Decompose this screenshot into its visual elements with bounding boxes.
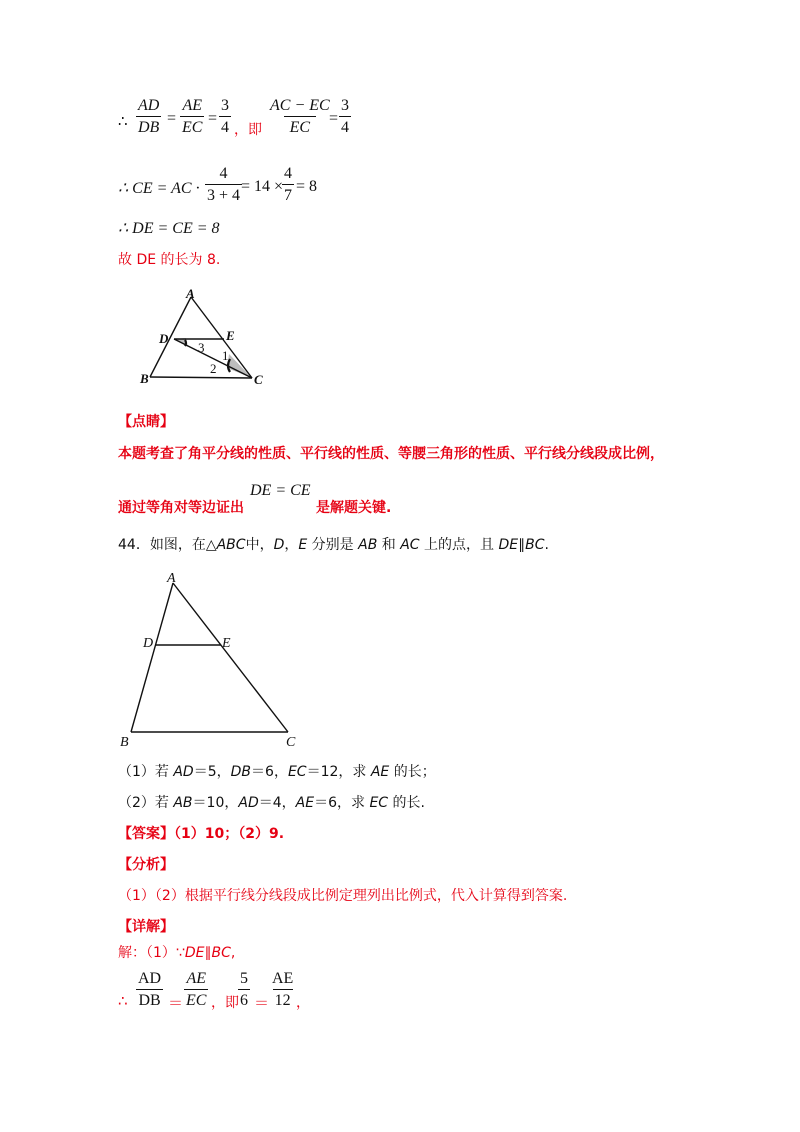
- sub-question-fragment: ＝10，: [192, 795, 239, 811]
- side-ab: [131, 583, 173, 732]
- fraction-numerator: AD: [138, 970, 162, 987]
- conclusion-text: 故 DE 的长为 8.: [118, 252, 221, 268]
- fraction-numerator: AE: [186, 970, 206, 987]
- comment-line-2-suffix: 是解题关键.: [316, 500, 392, 516]
- equation-de-ce: ∴ DE = CE = 8: [118, 220, 220, 237]
- comment-line-2-prefix: 通过等角对等边证出: [118, 500, 244, 516]
- angle-arc-d: [185, 340, 186, 346]
- label-d: D: [143, 636, 154, 651]
- sub-question-fragment: AE: [370, 764, 390, 780]
- fraction-numerator: 5: [240, 970, 248, 987]
- angle-label-2: 2: [210, 361, 217, 376]
- detail-fragment: ∥: [204, 945, 212, 961]
- fraction-denominator: 7: [282, 184, 294, 204]
- fraction-numerator: AE: [272, 970, 294, 987]
- answer-line: [118, 824, 284, 844]
- sub-question-fragment: 的长.: [388, 795, 425, 811]
- analysis-label: 【分析】: [118, 857, 174, 873]
- question-fragment: .: [544, 537, 549, 553]
- label-b: B: [140, 371, 149, 386]
- sub-question-fragment: ＝6，: [251, 764, 288, 780]
- triangle-figure-angle-bisector: [130, 280, 290, 390]
- sub-question-fragment: DB: [230, 764, 252, 780]
- fraction-denominator: 3 + 4: [205, 184, 242, 204]
- connector-text: ，即: [211, 995, 239, 1011]
- detail-label: 【详解】: [118, 919, 174, 935]
- label-b: B: [120, 735, 129, 750]
- sub-question-fragment: AE: [295, 795, 315, 811]
- side-ac: [191, 297, 252, 378]
- fraction-denominator: DB: [136, 116, 161, 136]
- side-ac: [173, 583, 288, 732]
- sub-question-fragment: AB: [173, 795, 193, 811]
- triangle-figure-parallel: [110, 565, 310, 750]
- fraction-three-quarters: [219, 97, 231, 136]
- question-fragment: 上的点，且: [419, 537, 499, 553]
- fraction-denominator: DB: [136, 989, 162, 1009]
- fraction-ae-twelve: [270, 970, 295, 1009]
- question-fragment: 和: [377, 537, 401, 553]
- fraction-ad-db: [136, 97, 161, 136]
- connector-text: ，即: [234, 122, 262, 138]
- sub-question-1: [118, 762, 436, 782]
- equals-sign: =: [329, 110, 339, 127]
- angle-label-3: 3: [198, 340, 205, 355]
- sub-question-fragment: AD: [238, 795, 259, 811]
- fraction-denominator: 12: [273, 989, 293, 1009]
- question-fragment: ∥: [518, 537, 526, 553]
- fraction-three-quarters: [339, 97, 351, 136]
- sub-question-fragment: ＝12，求: [306, 764, 371, 780]
- side-ab: [150, 297, 191, 377]
- equals-sign: =: [208, 110, 218, 127]
- equation-lead: ∴ CE = AC ·: [118, 180, 200, 197]
- equals-sign: ＝: [168, 994, 184, 1012]
- sub-question-fragment: EC: [369, 795, 389, 811]
- detail-fragment: ,: [230, 945, 236, 961]
- equation-tail: = 8: [296, 178, 318, 195]
- detail-fragment: DE: [184, 945, 205, 961]
- fraction-numerator: AC − EC: [270, 97, 330, 114]
- label-e: E: [226, 328, 235, 343]
- comment-line-1: 本题考查了角平分线的性质、平行线的性质、等腰三角形的性质、平行线分线段成比例，: [118, 446, 664, 462]
- label-e: E: [222, 636, 231, 651]
- fraction-numerator: AD: [138, 97, 160, 114]
- fraction-numerator: 3: [221, 97, 229, 114]
- therefore-symbol: ∴: [118, 992, 128, 1010]
- question-fragment: 如图，在△: [149, 537, 217, 553]
- question-number: 44．: [118, 537, 150, 553]
- label-a: A: [186, 286, 195, 301]
- sub-question-fragment: 的长；: [389, 764, 436, 780]
- detail-fragment: 解：（1）∵: [118, 945, 185, 961]
- detail-fragment: BC: [211, 945, 231, 961]
- fraction-denominator: 6: [238, 989, 250, 1009]
- equation-middle: = 14 ×: [241, 178, 284, 195]
- question-fragment: DE: [498, 537, 519, 553]
- shaded-angle-c: [227, 354, 252, 378]
- sub-question-fragment: AD: [173, 764, 194, 780]
- fraction-ae-ec: [184, 970, 208, 1009]
- question-fragment: 中，: [245, 537, 274, 553]
- fraction-denominator: 4: [219, 116, 231, 136]
- fraction-denominator: 4: [339, 116, 351, 136]
- sub-question-fragment: （1）若: [118, 764, 174, 780]
- sub-question-2: [118, 793, 425, 813]
- trailing-comma: ，: [296, 995, 310, 1011]
- label-a: A: [167, 571, 176, 586]
- equals-sign: ＝: [254, 994, 270, 1012]
- sub-question-fragment: EC: [287, 764, 307, 780]
- question-fragment: 分别是: [307, 537, 359, 553]
- fraction-denominator: EC: [184, 989, 208, 1009]
- fraction-denominator: EC: [180, 116, 204, 136]
- sub-question-fragment: （2）若: [118, 795, 174, 811]
- therefore-symbol: ∴: [118, 112, 128, 130]
- answer-text: （1）10；（2）9.: [174, 826, 285, 842]
- question-fragment: BC: [525, 537, 545, 553]
- detail-line-1: [118, 943, 235, 963]
- angle-label-1: 1: [222, 348, 229, 363]
- question-44-text: [118, 535, 549, 555]
- fraction-four-sevenths: [282, 165, 294, 204]
- question-fragment: AC: [400, 537, 420, 553]
- side-bc: [150, 377, 252, 378]
- question-fragment: ，: [284, 537, 299, 553]
- sub-question-fragment: ＝4，: [258, 795, 296, 811]
- comment-equation: DE = CE: [250, 482, 311, 499]
- fraction-five-sixths: [238, 970, 250, 1009]
- question-fragment: E: [298, 537, 308, 553]
- sub-question-fragment: ＝6，求: [314, 795, 370, 811]
- fraction-four-over-sum: [205, 165, 242, 204]
- answer-label: 【答案】: [118, 826, 174, 842]
- fraction-ad-db: [136, 970, 163, 1009]
- sub-question-fragment: ＝5，: [193, 764, 231, 780]
- fraction-ae-ec: [180, 97, 204, 136]
- fraction-numerator: 4: [219, 165, 228, 182]
- fraction-numerator: 3: [341, 97, 349, 114]
- question-fragment: D: [273, 537, 285, 553]
- fraction-ac-minus-ec: [264, 97, 339, 136]
- analysis-text: （1）（2）根据平行线分线段成比例定理列出比例式，代入计算得到答案.: [118, 888, 568, 904]
- fraction-numerator: 4: [284, 165, 292, 182]
- comment-header: 【点睛】: [118, 414, 174, 430]
- question-fragment: ABC: [216, 537, 246, 553]
- equals-sign: =: [167, 110, 177, 127]
- fraction-numerator: AE: [182, 97, 202, 114]
- label-d: D: [159, 331, 169, 346]
- label-c: C: [254, 372, 263, 387]
- question-fragment: AB: [358, 537, 378, 553]
- label-c: C: [286, 735, 296, 750]
- fraction-denominator: EC: [284, 116, 316, 136]
